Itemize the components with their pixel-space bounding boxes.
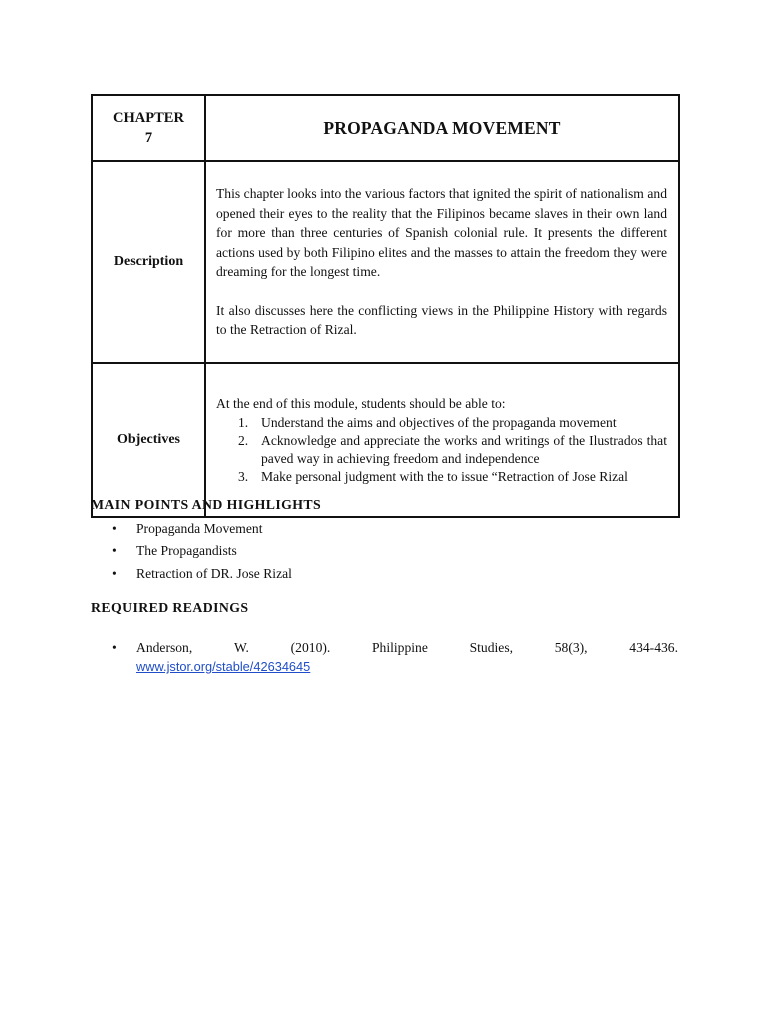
- required-readings-heading: REQUIRED READINGS: [91, 600, 249, 615]
- main-points-list: [91, 518, 678, 585]
- objective-text: Make personal judgment with the to issue “Retraction of Jose Rizal: [261, 468, 628, 484]
- list-item: [91, 563, 678, 585]
- chapter-label: CHAPTER: [113, 110, 184, 126]
- objectives-label: Objectives: [92, 363, 205, 517]
- chapter-header-row: [92, 95, 679, 161]
- reference-part: 434-436.: [629, 640, 678, 655]
- reference-part: W.: [233, 640, 249, 655]
- objective-item: [238, 468, 667, 486]
- objective-number: 3.: [238, 468, 249, 484]
- bullet-icon: •: [112, 521, 117, 536]
- reference-part: Studies,: [469, 640, 514, 655]
- reference-part: Philippine: [372, 640, 428, 655]
- objective-number: 1.: [238, 414, 249, 430]
- list-item: [91, 518, 678, 540]
- objective-text: Understand the aims and objectives of the propaganda movement: [261, 414, 617, 430]
- objective-item: [238, 414, 667, 432]
- list-item-text: The Propagandists: [136, 543, 237, 559]
- bullet-icon: •: [112, 640, 117, 655]
- reference-part: 58(3),: [554, 640, 588, 655]
- chapter-title: PROPAGANDA MOVEMENT: [205, 95, 679, 161]
- reference-part: (2010).: [290, 640, 331, 655]
- reference-item: [91, 638, 678, 676]
- reference-part: Anderson,: [136, 640, 193, 655]
- main-points-heading: MAIN POINTS AND HIGHLIGHTS: [91, 497, 322, 512]
- objectives-list: [216, 414, 667, 486]
- jstor-link[interactable]: www.jstor.org/stable/42634645: [136, 659, 311, 674]
- objective-number: 2.: [238, 432, 249, 448]
- description-row: [92, 161, 679, 363]
- list-item-text: Retraction of DR. Jose Rizal: [136, 565, 292, 581]
- list-item-text: Propaganda Movement: [136, 521, 263, 536]
- objective-text: Acknowledge and appreciate the works and writings of the Ilustrados that paved way in achieving freedom and independence: [261, 432, 667, 466]
- reference-citation: [136, 638, 678, 657]
- description-cell: [205, 161, 679, 363]
- chapter-label-cell: [92, 95, 205, 161]
- chapter-number: 7: [144, 130, 153, 146]
- list-item: [91, 540, 678, 562]
- bullet-icon: •: [112, 543, 117, 559]
- description-label: Description: [92, 161, 205, 363]
- objectives-intro: At the end of this module, students should be able to:: [216, 395, 506, 411]
- required-readings-list: [91, 638, 678, 676]
- objectives-cell: [205, 363, 679, 517]
- bullet-icon: •: [112, 565, 117, 581]
- objective-item: [238, 432, 667, 468]
- chapter-info-table: [91, 94, 680, 518]
- description-paragraph: This chapter looks into the various factors that ignited the spirit of nationalism and opened their eyes to the reality that the Filipinos became slaves in their own land for more than three centuries of Spanish colonial rule. It presents the different actions used by both Filipino elites and the masses to attain the freedom they were dreaming for the longest time.: [216, 185, 667, 280]
- description-paragraph: It also discusses here the conflicting views in the Philippine History with regards to the Retraction of Rizal.: [216, 302, 667, 338]
- objectives-row: [92, 363, 679, 517]
